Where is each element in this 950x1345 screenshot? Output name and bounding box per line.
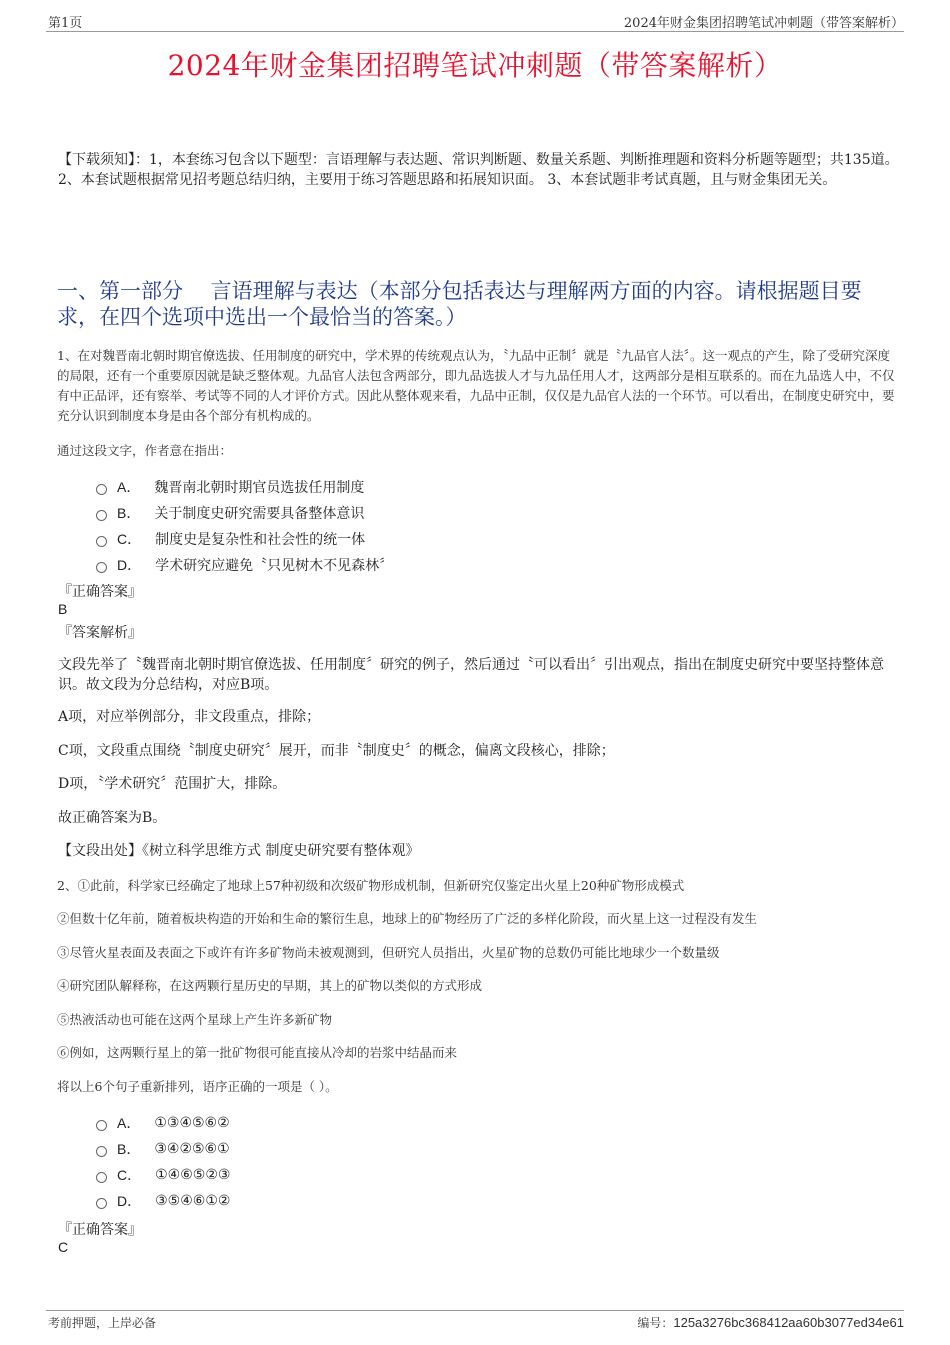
q1-option-c[interactable] bbox=[96, 529, 365, 549]
q1-answer-label: 『正确答案』 bbox=[58, 584, 142, 600]
radio-icon[interactable] bbox=[96, 536, 107, 547]
option-letter: A． bbox=[117, 479, 141, 495]
option-letter: D． bbox=[117, 1193, 142, 1209]
q2-option-c[interactable] bbox=[96, 1165, 230, 1185]
q1-analysis-para: A项，对应举例部分，非文段重点，排除； bbox=[58, 709, 321, 725]
section-title: 一、第一部分 言语理解与表达（本部分包括表达与理解两方面的内容。请根据题目要求，在四个选项中选出一个最恰当的答案。） bbox=[57, 279, 862, 329]
option-text: 制度史是复杂性和社会性的统一体 bbox=[155, 532, 366, 548]
footer-code-value: 125a3276bc368412aa60b3077ed34e61 bbox=[673, 1315, 904, 1330]
q1-option-d[interactable] bbox=[96, 555, 393, 575]
option-letter: B． bbox=[117, 505, 141, 521]
q2-answer-label: 『正确答案』 bbox=[58, 1222, 142, 1238]
option-text: 学术研究应避免〝只见树木不见森林〞 bbox=[155, 558, 394, 574]
document-title: 2024年财金集团招聘笔试冲刺题（带答案解析） bbox=[167, 49, 783, 82]
q2-sentence: ③尽管火星表面及表面之下或许有许多矿物尚未被观测到，但研究人员指出，火星矿物的总数仍可能比地球少一个数量级 bbox=[57, 945, 720, 960]
q2-option-a[interactable] bbox=[96, 1113, 230, 1133]
q1-option-a[interactable] bbox=[96, 477, 364, 497]
footer-code-label: 编号： bbox=[637, 1316, 674, 1330]
q2-sentence: 2、①此前，科学家已经确定了地球上57种初级和次级矿物形成机制，但新研究仅鉴定出火星上20种矿物形成模式 bbox=[57, 878, 685, 893]
option-letter: A． bbox=[117, 1115, 141, 1131]
option-letter: C． bbox=[117, 531, 142, 547]
q1-source: 【文段出处】《树立科学思维方式 制度史研究要有整体观》 bbox=[58, 843, 420, 859]
q2-option-b[interactable] bbox=[96, 1139, 230, 1159]
q2-sentence: ⑤热液活动也可能在这两个星球上产生许多新矿物 bbox=[57, 1012, 333, 1027]
q2-sentence: ④研究团队解释称，在这两颗行星历史的早期，其上的矿物以类似的方式形成 bbox=[57, 978, 483, 993]
q2-sentence: ⑥例如，这两颗行星上的第一批矿物很可能直接从冷却的岩浆中结晶而来 bbox=[57, 1045, 458, 1060]
q1-analysis-para: D项，〝学术研究〞范围扩大，排除。 bbox=[58, 776, 287, 792]
q1-analysis-para: C项，文段重点围绕〝制度史研究〞展开，而非〝制度史〞的概念，偏离文段核心，排除； bbox=[58, 743, 615, 759]
radio-icon[interactable] bbox=[96, 1120, 107, 1131]
option-text: ③⑤④⑥①② bbox=[155, 1193, 231, 1209]
download-notice: 【下载须知】：1，本套练习包含以下题型：言语理解与表达题、常识判断题、数量关系题、判断推理题和资料分析题等题型；共135道。 2、本套试题根据常见招考题总结归纳，主要用于练习答题思路和拓展知识面。 3、本套试题非考试真题，且与财金集团无关。 bbox=[58, 152, 899, 188]
option-text: ①③④⑤⑥② bbox=[154, 1115, 230, 1131]
q2-answer: C bbox=[58, 1239, 69, 1255]
footer-slogan: 考前押题，上岸必备 bbox=[48, 1316, 157, 1330]
header-divider bbox=[46, 31, 904, 32]
page-number: 第1页 bbox=[48, 16, 83, 31]
q1-option-b[interactable] bbox=[96, 503, 364, 523]
q2-option-d[interactable] bbox=[96, 1191, 230, 1211]
q1-stem: 1、在对魏晋南北朝时期官僚选拔、任用制度的研究中，学术界的传统观点认为，〝九品中正制〞就是〝九品官人法〞。这一观点的产生，除了受研究深度的局限，还有一个重要原因就是缺乏整体观。九品官人法包含两部分，即九品选拔人才与九品任用人才，这两部分是相互联系的。而在九品选人中，不仅有中正品评，还有察举、考试等不同的人才评价方式。因此从整体观来看，九品中正制，仅仅是九品官人法的一个环节。可以看出，在制度史研究中，要充分认识到制度本身是由各个部分有机构成的。 bbox=[57, 348, 895, 423]
header-doc-title: 2024年财金集团招聘笔试冲刺题（带答案解析） bbox=[623, 16, 904, 31]
footer-divider bbox=[46, 1310, 904, 1311]
radio-icon[interactable] bbox=[96, 484, 107, 495]
option-letter: D． bbox=[117, 557, 142, 573]
option-letter: B． bbox=[117, 1141, 141, 1157]
radio-icon[interactable] bbox=[96, 510, 107, 521]
q1-question: 通过这段文字，作者意在指出： bbox=[57, 443, 233, 458]
q1-analysis-para: 文段先举了〝魏晋南北朝时期官僚选拔、任用制度〞研究的例子，然后通过〝可以看出〞引出观点，指出在制度史研究中要坚持整体意识。故文段为分总结构，对应B项。 bbox=[58, 657, 884, 693]
radio-icon[interactable] bbox=[96, 1146, 107, 1157]
radio-icon[interactable] bbox=[96, 1172, 107, 1183]
option-text: 关于制度史研究需要具备整体意识 bbox=[154, 506, 365, 522]
q1-analysis-para: 故正确答案为B。 bbox=[58, 810, 167, 826]
option-text: 魏晋南北朝时期官员选拔任用制度 bbox=[154, 480, 365, 496]
q2-question: 将以上6个句子重新排列，语序正确的一项是（ ）。 bbox=[57, 1079, 338, 1094]
q2-sentence: ②但数十亿年前，随着板块构造的开始和生命的繁衍生息，地球上的矿物经历了广泛的多样化阶段，而火星上这一过程没有发生 bbox=[57, 911, 758, 926]
q1-analysis-label: 『答案解析』 bbox=[58, 625, 142, 641]
option-text: ③④②⑤⑥① bbox=[154, 1141, 230, 1157]
radio-icon[interactable] bbox=[96, 1198, 107, 1209]
option-letter: C． bbox=[117, 1167, 142, 1183]
q1-answer: B bbox=[58, 601, 68, 617]
option-text: ①④⑥⑤②③ bbox=[155, 1167, 231, 1183]
footer-code bbox=[637, 1314, 904, 1331]
radio-icon[interactable] bbox=[96, 562, 107, 573]
